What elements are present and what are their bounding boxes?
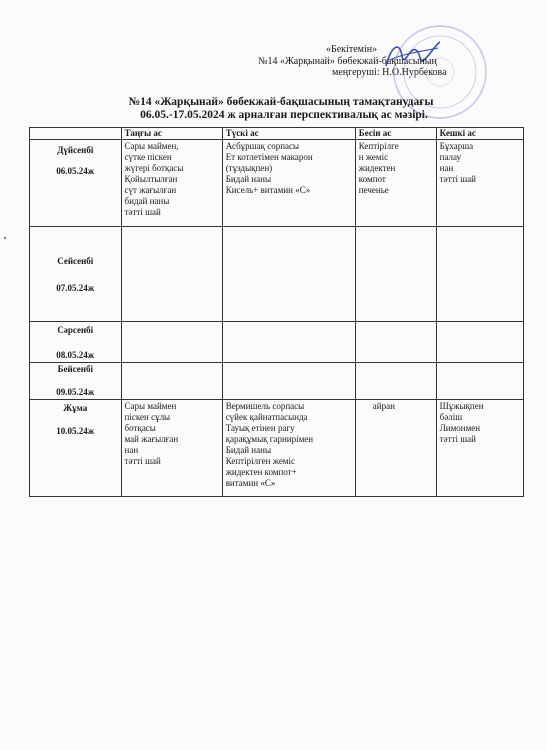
table-row <box>30 400 524 497</box>
breakfast-item: тәтті шай <box>124 456 161 466</box>
dinner-cell <box>436 363 523 400</box>
approval-organization: №14 «Жарқынай» бөбекжай-бақшасының <box>258 55 437 67</box>
day-cell <box>30 322 122 363</box>
title-line-2: 06.05.-17.05.2024 ж арналған перспективалық ас мәзірі. <box>140 109 428 121</box>
breakfast-cell <box>121 363 222 400</box>
snack-cell <box>355 400 436 497</box>
breakfast-item: тәтті шай <box>124 207 161 217</box>
day-name: Бейсенбі <box>57 364 93 374</box>
approval-heading: «Бекітемін» <box>326 44 378 55</box>
breakfast-item: сүтке піскен <box>124 152 172 162</box>
table-row <box>30 140 524 227</box>
table-row <box>30 322 524 363</box>
dinner-item: Бұхарша <box>439 141 474 151</box>
header-lunch: Түскі ас <box>222 128 355 140</box>
lunch-cell <box>222 322 355 363</box>
dinner-item: бәліш <box>439 412 463 422</box>
header-day <box>30 128 122 140</box>
approval-block <box>250 44 490 79</box>
lunch-cell <box>222 227 355 322</box>
lunch-item: Бидай наны <box>225 445 271 455</box>
day-cell <box>30 227 122 322</box>
snack-cell <box>355 227 436 322</box>
snack-item: Кептірілге <box>358 141 399 151</box>
day-date: 07.05.24ж <box>56 283 95 293</box>
document-title <box>0 96 546 122</box>
breakfast-item: ботқасы <box>124 423 156 433</box>
day-cell <box>30 140 122 227</box>
breakfast-cell <box>121 140 222 227</box>
breakfast-item: піскен сұлы <box>124 412 171 422</box>
breakfast-item: Сары маймен <box>124 401 177 411</box>
dinner-cell <box>436 322 523 363</box>
day-date: 10.05.24ж <box>56 426 95 436</box>
dinner-item: тәтті шай <box>439 174 476 184</box>
day-date: 06.05.24ж <box>56 166 95 176</box>
dinner-item: палау <box>439 152 462 162</box>
lunch-item: Ет котлетімен макарон <box>225 152 313 162</box>
breakfast-item: нан <box>124 445 139 455</box>
day-date: 09.05.24ж <box>56 387 95 397</box>
table-row <box>30 363 524 400</box>
snack-cell <box>355 322 436 363</box>
day-name: Сейсенбі <box>57 256 94 266</box>
snack-item: компот <box>358 174 386 184</box>
lunch-item: сүйек қайнатпасында <box>225 412 308 422</box>
lunch-item: Кептірілген жеміс <box>225 456 296 466</box>
breakfast-item: бидай наны <box>124 196 170 206</box>
approval-head-name: меңгерушi: Н.О.Нурбекова <box>332 67 447 78</box>
lunch-item: витамин «С» <box>225 478 276 488</box>
header-dinner: Кешкі ас <box>436 128 523 140</box>
snack-cell <box>355 140 436 227</box>
lunch-item: Тауық етінен рагу <box>225 423 295 433</box>
dinner-item: тәтті шай <box>439 434 476 444</box>
header-breakfast: Таңғы ас <box>121 128 222 140</box>
day-name: Жұма <box>63 403 88 413</box>
breakfast-item: сүт жағылған <box>124 185 177 195</box>
breakfast-cell <box>121 227 222 322</box>
snack-item: н жеміс <box>358 152 389 162</box>
day-name: Дүйсенбі <box>57 145 94 155</box>
lunch-item: Бидай наны <box>225 174 271 184</box>
day-date: 08.05.24ж <box>56 350 95 360</box>
header-snack: Бесін ас <box>355 128 436 140</box>
breakfast-item: май жағылған <box>124 434 179 444</box>
snack-item: айран <box>372 401 395 411</box>
lunch-item: жидектен компот+ <box>225 467 297 477</box>
dinner-cell <box>436 140 523 227</box>
dinner-cell <box>436 227 523 322</box>
lunch-item: Асбұршақ сорпасы <box>225 141 300 151</box>
dinner-item: Лимонмен <box>439 423 481 433</box>
lunch-item: Вермишель сорпасы <box>225 401 305 411</box>
breakfast-item: Сары маймен, <box>124 141 179 151</box>
scan-speck <box>4 237 6 239</box>
snack-cell <box>355 363 436 400</box>
day-name: Сәрсенбі <box>57 325 94 335</box>
lunch-cell <box>222 363 355 400</box>
lunch-cell <box>222 140 355 227</box>
dinner-item: Шұжықпен <box>439 401 484 411</box>
table-row <box>30 227 524 322</box>
menu-table <box>29 127 524 497</box>
header-row <box>30 128 524 140</box>
snack-item: печенье <box>358 185 389 195</box>
breakfast-cell <box>121 400 222 497</box>
snack-item: жидектен <box>358 163 396 173</box>
breakfast-item: жүгері ботқасы <box>124 163 184 173</box>
lunch-cell <box>222 400 355 497</box>
lunch-item: Кисель+ витамин «С» <box>225 185 311 195</box>
breakfast-item: Қойылтылған <box>124 174 178 184</box>
title-line-1: №14 «Жарқынай» бөбекжай-бақшасының тамақтанудағы <box>128 96 434 108</box>
day-cell <box>30 400 122 497</box>
day-cell <box>30 363 122 400</box>
dinner-cell <box>436 400 523 497</box>
breakfast-cell <box>121 322 222 363</box>
dinner-item: нан <box>439 163 454 173</box>
lunch-item: қарақұмық гарнирімен <box>225 434 314 444</box>
lunch-item: (тұздықпен) <box>225 163 273 173</box>
